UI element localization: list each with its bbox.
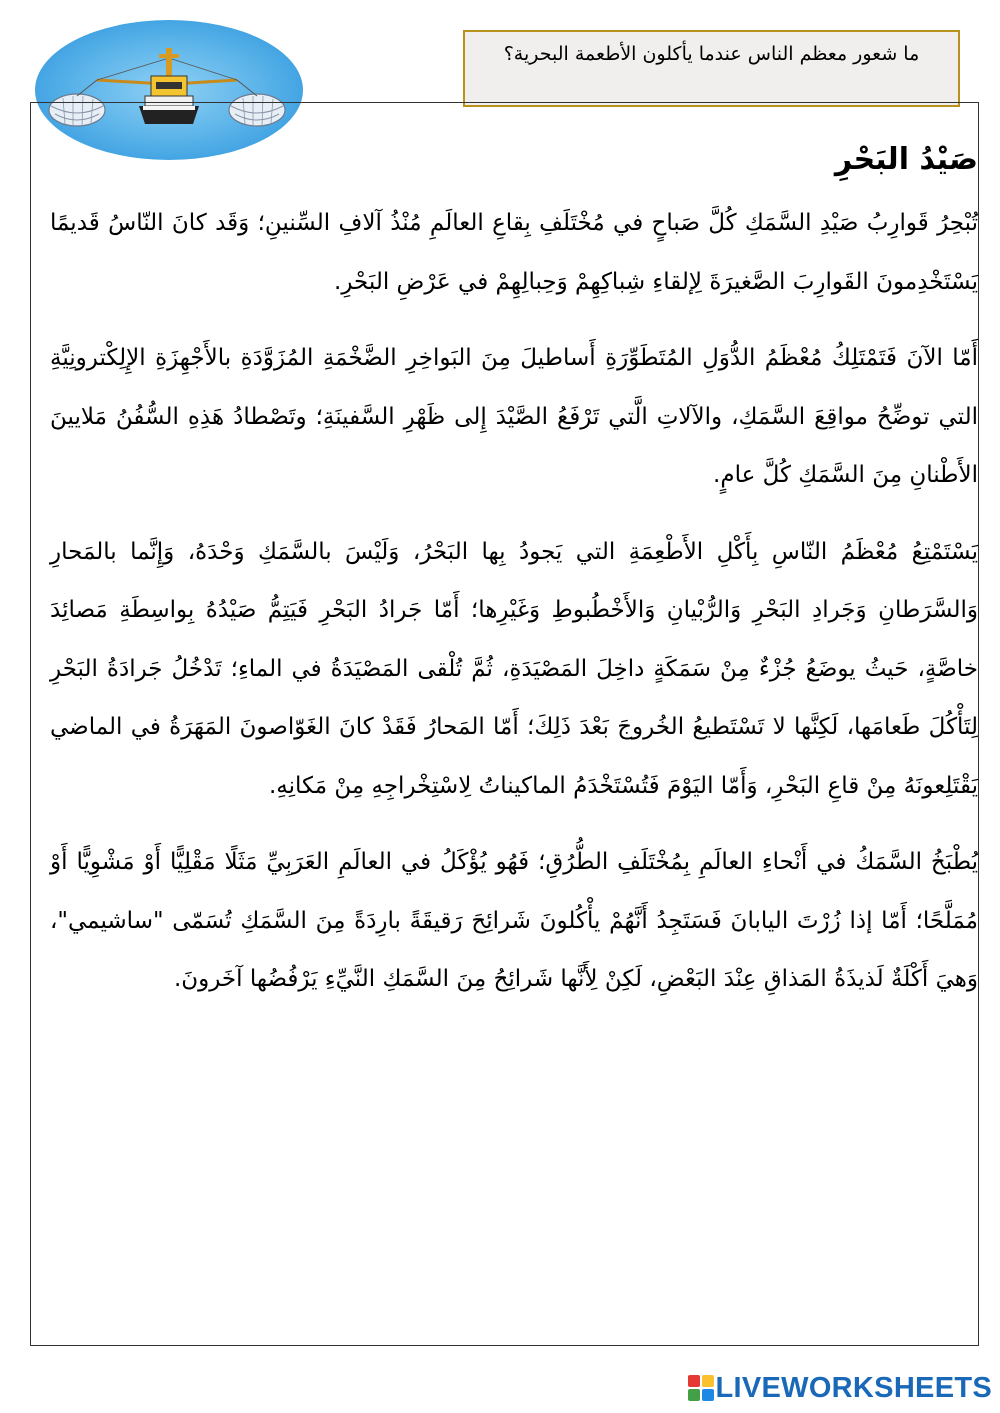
paragraph-2: أَمّا الآنَ فَتَمْتَلِكُ مُعْظَمُ الدُّوَلِ المُتَطَوِّرَةِ أَساطيلَ مِنَ البَواخِرِ الضَّخْمَةِ المُزَوَّدَةِ بالأَجْهِزَةِ الإِلِكْترونِيَّةِ التي توضِّحُ مواقِعَ السَّمَكِ، والآلاتِ الَّتي تَرْفَعُ الصَّيْدَ إِلى ظَهْرِ السَّفينَةِ؛ وتَصْطادُ هَذِهِ السُّفُنُ مَلايينَ الأَطْنانِ مِنَ السَّمَكِ كُلَّ عامٍ.: [50, 345, 978, 488]
paragraph-1: تُبْحِرُ قَوارِبُ صَيْدِ السَّمَكِ كُلَّ صَباحٍ في مُخْتَلَفِ بِقاعِ العالَمِ مُنْذُ آلافِ السِّنينِ؛ وَقَد كانَ النّاسُ قَديمًا يَسْتَخْدِمونَ القَوارِبَ الصَّغيرَةَ لِإلقاءِ شِباكِهِمْ وَحِبالِهِمْ في عَرْضِ البَحْرِ.: [50, 210, 978, 295]
liveworksheets-footer[interactable]: [688, 1371, 993, 1405]
logo-square-green: [688, 1389, 700, 1401]
question-text: ما شعور معظم الناس عندما يأكلون الأطعمة البحرية؟: [503, 43, 920, 65]
logo-square-blue: [702, 1389, 714, 1401]
question-box: [463, 30, 960, 107]
paragraph-4: يُطْبَخُ السَّمَكُ في أَنْحاءِ العالَمِ بِمُخْتَلَفِ الطُّرُقِ؛ فَهُو يُؤْكَلُ في العالَمِ العَرَبِيِّ مَثَلًا مَقْلِيًّا أَوْ مَشْوِيًّا أَوْ مُمَلَّحًا؛ أَمّا إذا زُرْتَ اليابانَ فَسَتَجِدُ أَنَّهُمْ يأْكُلونَ شَرائِحَ رَقيقَةً بارِدَةً مِنَ السَّمَكِ تُسَمّى "ساشيمي"، وَهيَ أَكْلَةٌ لَذيذَةُ المَذاقِ عِنْدَ البَعْضِ، لَكِنْ لِأَنَّها شَرائِحُ مِنَ السَّمَكِ النَّيِّءِ يَرْفُضُها آخَرونَ.: [50, 849, 978, 992]
logo-square-red: [688, 1375, 700, 1387]
logo-square-yellow: [702, 1375, 714, 1387]
brand-name: LIVEWORKSHEETS: [715, 1371, 992, 1404]
article-content: [50, 134, 978, 1027]
article-title: صَيْدُ البَحْرِ: [834, 142, 978, 177]
paragraph-3: يَسْتَمْتِعُ مُعْظَمُ النّاسِ بِأَكْلِ الأَطْعِمَةِ التي يَجودُ بِها البَحْرُ، وَلَيْسَ بالسَّمَكِ وَحْدَهُ، وَإِنَّما بالمَحارِ وَالسَّرَطانِ وَجَرادِ البَحْرِ وَالرُّبْيانِ وَالأَخْطُبوطِ وَغَيْرِها؛ أَمّا جَرادُ البَحْرِ فَيَتِمُّ صَيْدُهُ بِواسِطَةِ مَصائِدَ خاصَّةٍ، حَيثُ يوضَعُ جُزْءٌ مِنْ سَمَكَةٍ داخِلَ المَصْيَدَةِ، ثُمَّ تُلْقى المَصْيَدَةُ في الماءِ؛ تَدْخُلُ جَرادَةُ البَحْرِ لِتَأْكُلَ طَعامَها، لَكِنَّها لا تَسْتَطيعُ الخُروجَ بَعْدَ ذَلِكَ؛ أَمّا المَحارُ فَقَدْ كانَ الغَوّاصونَ المَهَرَةُ في الماضي يَقْتَلِعونَهُ مِنْ قاعِ البَحْرِ، وَأَمّا اليَوْمَ فَتُسْتَخْدَمُ الماكيناتُ لِاسْتِخْراجِهِ مِنْ مَكانِهِ.: [50, 538, 978, 799]
liveworksheets-logo-icon: [688, 1375, 714, 1401]
